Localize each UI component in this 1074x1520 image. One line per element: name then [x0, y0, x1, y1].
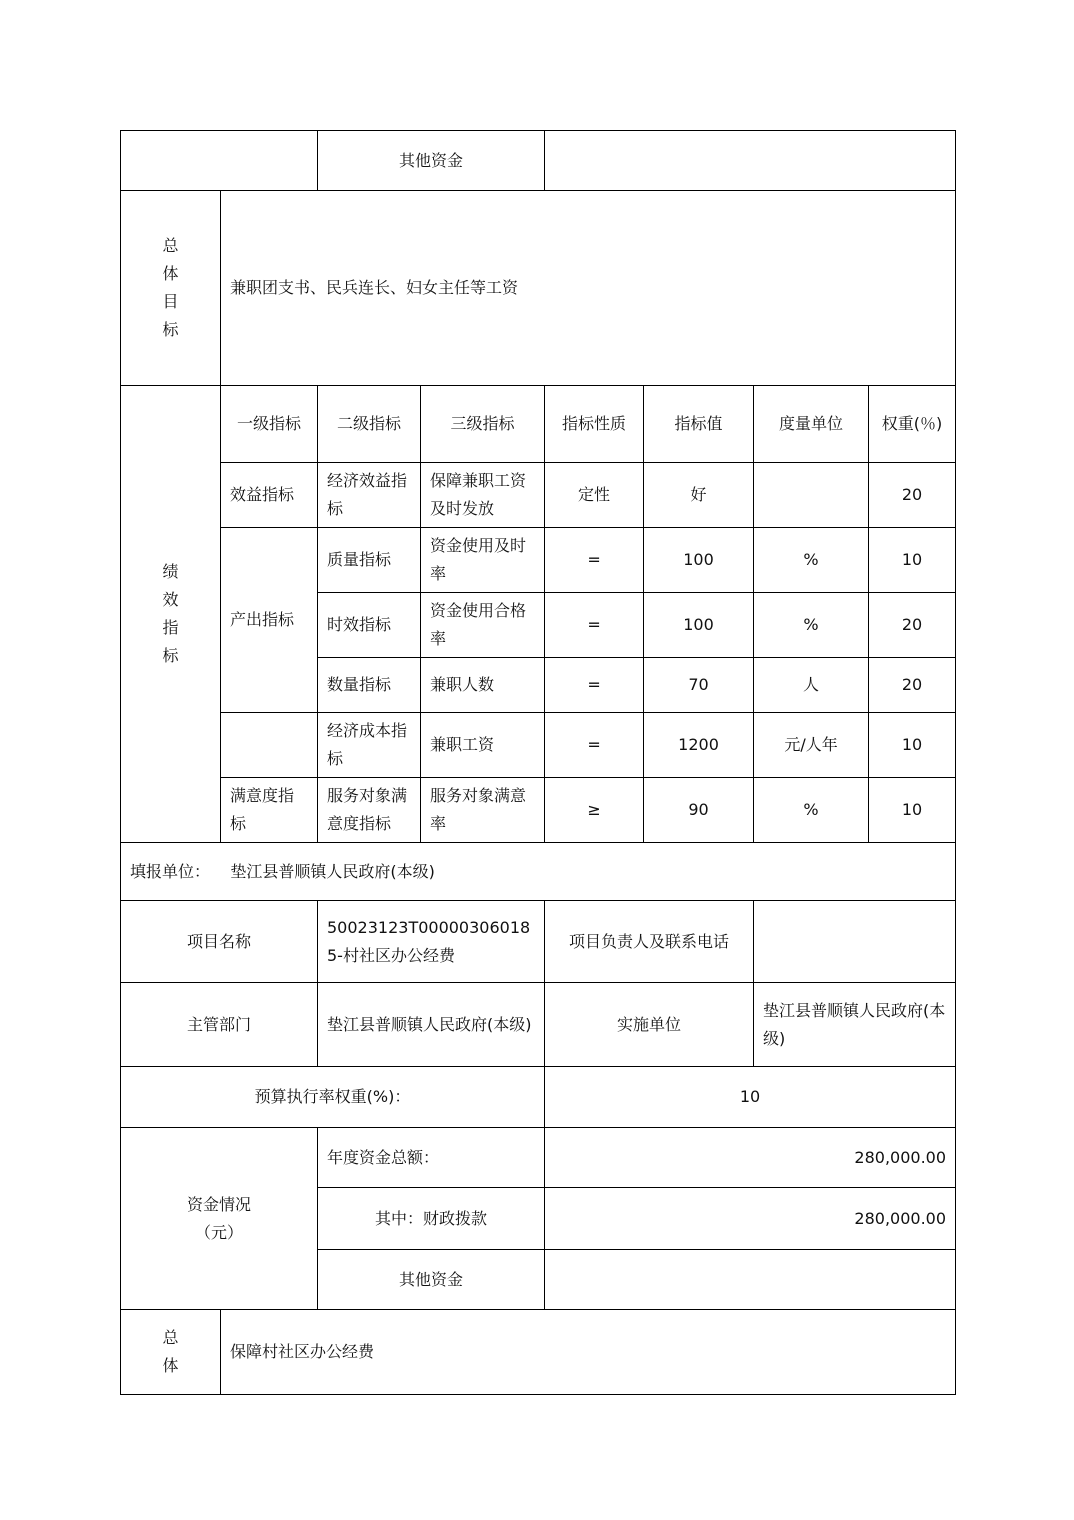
level1-cell: [221, 713, 318, 778]
other-funds-row: [121, 131, 956, 191]
nature-cell: =: [545, 528, 644, 593]
level3-cell: 兼职工资: [421, 713, 545, 778]
project-name-row: [121, 901, 956, 983]
other-funds-value-2: [545, 1250, 956, 1310]
budget-rate-row: [121, 1067, 956, 1128]
value-cell: 90: [644, 778, 754, 843]
overall-row: [121, 1310, 956, 1395]
other-funds-value: [545, 131, 956, 191]
annual-total-label: 年度资金总额：: [318, 1128, 545, 1188]
level3-cell: 保障兼职工资及时发放: [421, 463, 545, 528]
project-name-value: 50023123T000003060185-村社区办公经费: [318, 901, 545, 983]
overall-label: 总 体: [121, 1310, 221, 1395]
overall-text: 保障村社区办公经费: [221, 1310, 956, 1395]
fill-unit-value: 垫江县普顺镇人民政府(本级): [230, 861, 435, 881]
level2-cell: 数量指标: [318, 658, 421, 713]
level3-cell: 服务对象满意率: [421, 778, 545, 843]
header-level3: 三级指标: [421, 386, 545, 463]
nature-cell: =: [545, 713, 644, 778]
dept-label: 主管部门: [121, 983, 318, 1067]
header-value: 指标值: [644, 386, 754, 463]
level3-cell: 兼职人数: [421, 658, 545, 713]
level1-cell: 满意度指标: [221, 778, 318, 843]
level1-cell: 效益指标: [221, 463, 318, 528]
indicator-row: [121, 713, 956, 778]
level3-cell: 资金使用及时率: [421, 528, 545, 593]
impl-value: 垫江县普顺镇人民政府(本级): [754, 983, 956, 1067]
value-cell: 100: [644, 593, 754, 658]
overall-goal-label: 总 体 目 标: [121, 191, 221, 386]
nature-cell: ≥: [545, 778, 644, 843]
department-row: [121, 983, 956, 1067]
fill-unit: [121, 843, 956, 901]
value-cell: 1200: [644, 713, 754, 778]
budget-rate-value: 10: [545, 1067, 956, 1128]
empty-cell: [121, 131, 318, 191]
other-funds-label: 其他资金: [318, 131, 545, 191]
other-funds-label-2: 其他资金: [318, 1250, 545, 1310]
weight-cell: 10: [869, 528, 956, 593]
overall-goal-text: 兼职团支书、民兵连长、妇女主任等工资: [221, 191, 956, 386]
level2-cell: 经济成本指标: [318, 713, 421, 778]
header-nature: 指标性质: [545, 386, 644, 463]
level2-cell: 质量指标: [318, 528, 421, 593]
level2-cell: 服务对象满意度指标: [318, 778, 421, 843]
nature-cell: 定性: [545, 463, 644, 528]
value-cell: 好: [644, 463, 754, 528]
header-weight: 权重(％): [869, 386, 956, 463]
unit-cell: 元/人年: [754, 713, 869, 778]
header-level2: 二级指标: [318, 386, 421, 463]
annual-total-row: [121, 1128, 956, 1188]
overall-goal-row: [121, 191, 956, 386]
impl-label: 实施单位: [545, 983, 754, 1067]
contact-value: [754, 901, 956, 983]
weight-cell: 20: [869, 658, 956, 713]
header-level1: 一级指标: [221, 386, 318, 463]
value-cell: 70: [644, 658, 754, 713]
level2-cell: 经济效益指标: [318, 463, 421, 528]
performance-goal-table: [120, 130, 956, 1395]
nature-cell: =: [545, 658, 644, 713]
unit-cell: 人: [754, 658, 869, 713]
indicator-header-row: [121, 386, 956, 463]
annual-total-value: 280,000.00: [545, 1128, 956, 1188]
project-name-label: 项目名称: [121, 901, 318, 983]
fill-unit-label: 填报单位：: [130, 861, 211, 881]
weight-cell: 10: [869, 778, 956, 843]
performance-indicators-label: 绩 效 指 标: [121, 386, 221, 843]
indicator-row: [121, 463, 956, 528]
level1-cell: 产出指标: [221, 528, 318, 713]
dept-value: 垫江县普顺镇人民政府(本级): [318, 983, 545, 1067]
unit-cell: %: [754, 593, 869, 658]
fill-unit-row: [121, 843, 956, 901]
fiscal-value: 280,000.00: [545, 1188, 956, 1250]
nature-cell: =: [545, 593, 644, 658]
header-unit: 度量单位: [754, 386, 869, 463]
weight-cell: 20: [869, 593, 956, 658]
indicator-row: [121, 528, 956, 593]
value-cell: 100: [644, 528, 754, 593]
level3-cell: 资金使用合格率: [421, 593, 545, 658]
unit-cell: %: [754, 528, 869, 593]
unit-cell: %: [754, 778, 869, 843]
unit-cell: [754, 463, 869, 528]
level2-cell: 时效指标: [318, 593, 421, 658]
weight-cell: 10: [869, 713, 956, 778]
weight-cell: 20: [869, 463, 956, 528]
budget-rate-label: 预算执行率权重(%)：: [121, 1067, 545, 1128]
contact-label: 项目负责人及联系电话: [545, 901, 754, 983]
indicator-row: [121, 778, 956, 843]
funds-label: 资金情况（元）: [121, 1128, 318, 1310]
fiscal-label: 其中：财政拨款: [318, 1188, 545, 1250]
